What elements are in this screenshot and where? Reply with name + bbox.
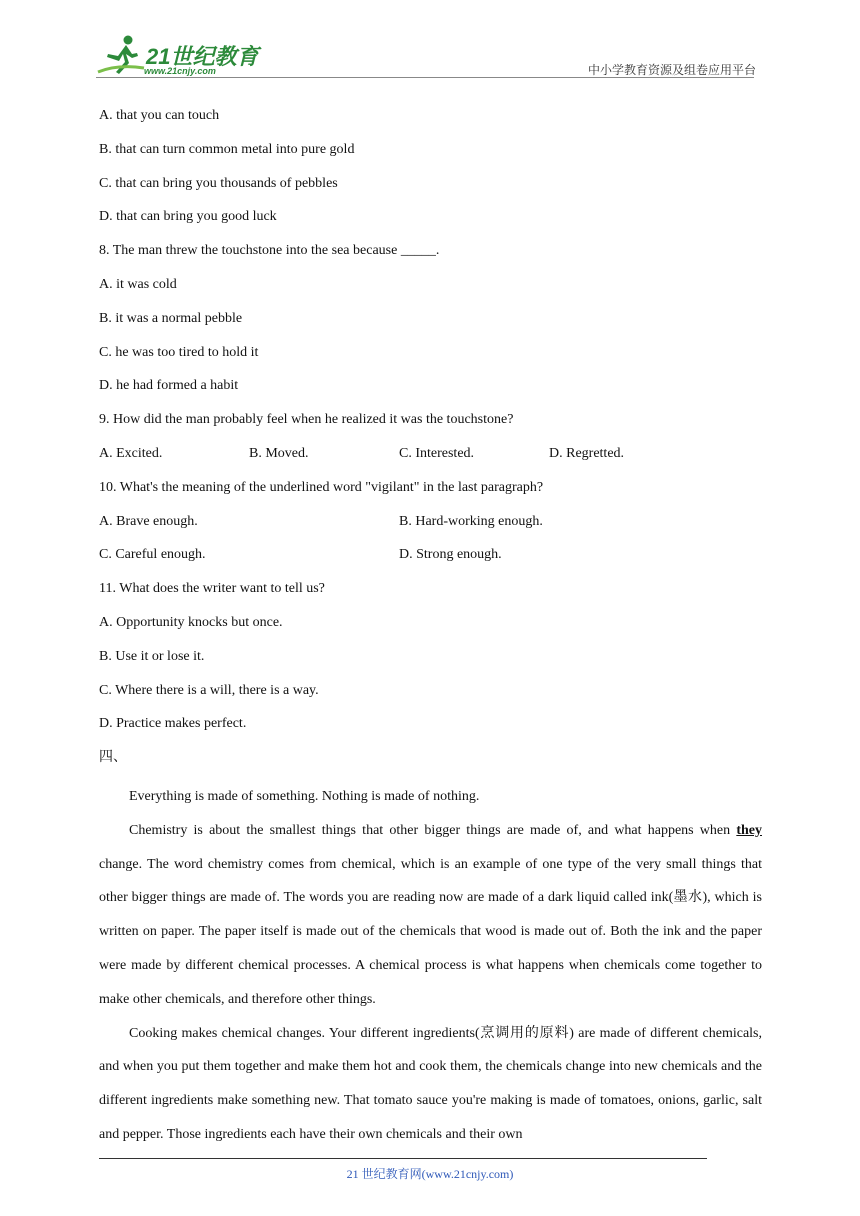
q7-option-a: A. that you can touch (99, 108, 220, 123)
q8-option-d: D. he had formed a habit (99, 378, 239, 394)
q7-option-b: B. that can turn common metal into pure gold (99, 141, 355, 157)
q10-options-row1 (99, 510, 762, 544)
page-footer: 21 世纪教育网(www.21cnjy.com) (346, 1167, 514, 1181)
paragraph-2-rest: change. The word chemistry comes from chemical, which is an example of one type of the very small things that other bigger things are made of. The words you are reading now are made of a dark liquid called ink(墨水), which is written on paper. The paper itself is made out of the chemicals that wood is made out of. Both the ink and the paper were made by different chemical processes. A chemical process is what happens when chemicals come together to make other chemicals, and therefore other things. (99, 856, 762, 1007)
q11-question: 11. What does the writer want to tell us? (99, 581, 325, 597)
paragraph-2-start: Chemistry is about the smallest things that other bigger things are made of, and what happens when (129, 822, 737, 838)
q8-option-b: B. it was a normal pebble (99, 310, 243, 326)
q9-option-d: D. Regretted. (549, 445, 625, 461)
page-header (96, 30, 756, 80)
q10-question: 10. What's the meaning of the underlined word "vigilant" in the last paragraph? (99, 479, 544, 495)
q9-options (99, 442, 762, 476)
section-heading: 四、 (99, 750, 127, 766)
q9-question: 9. How did the man probably feel when he realized it was the touchstone? (99, 412, 514, 428)
header-divider (96, 77, 754, 78)
q7-option-c: C. that can bring you thousands of pebbles (99, 175, 338, 191)
footer-divider (99, 1158, 707, 1159)
q10-option-a: A. Brave enough. (99, 513, 198, 529)
passage-paragraph-3: Cooking makes chemical changes. Your different ingredients(烹调用的原料) are made of different chemicals, and when you put them together and make them hot and cook them, the chemicals change into new chemicals and the different ingredients make something new. That tomato sauce you're making is made of tomatoes, onions, garlic, salt and pepper. Those ingredients each have their own chemicals and their own (99, 1025, 762, 1142)
q8-option-a: A. it was cold (99, 276, 177, 292)
logo-text: 21世纪教育 (146, 44, 259, 69)
q10-option-c: C. Careful enough. (99, 547, 206, 563)
q7-option-d: D. that can bring you good luck (99, 209, 277, 225)
q9-option-b: B. Moved. (249, 445, 309, 461)
q10-option-b: B. Hard-working enough. (399, 513, 543, 529)
q11-option-c: C. Where there is a will, there is a way. (99, 682, 319, 698)
runner-logo-icon (96, 34, 148, 78)
logo-url: www.21cnjy.com (144, 66, 216, 76)
q11-option-b: B. Use it or lose it. (99, 648, 205, 664)
q8-option-c: C. he was too tired to hold it (99, 344, 259, 360)
q9-option-a: A. Excited. (99, 445, 163, 461)
underlined-word: they (736, 822, 762, 838)
q8-question: 8. The man threw the touchstone into the sea because _____. (99, 243, 440, 259)
q10-options-row2 (99, 543, 762, 577)
passage-paragraph-1: Everything is made of something. Nothing is made of nothing. (129, 788, 480, 804)
q11-option-d: D. Practice makes perfect. (99, 716, 247, 732)
platform-title: 中小学教育资源及组卷应用平台 (587, 63, 756, 77)
q10-option-d: D. Strong enough. (399, 547, 502, 563)
passage-paragraph-2 (99, 814, 762, 1017)
q9-option-c: C. Interested. (399, 445, 475, 461)
q11-option-a: A. Opportunity knocks but once. (99, 614, 283, 630)
document-body (99, 104, 762, 1152)
logo (96, 34, 266, 78)
